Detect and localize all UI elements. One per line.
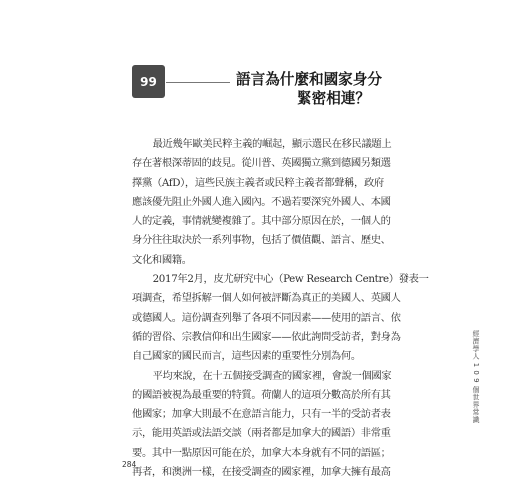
- body-line: 應該優先阻止外國人進入國內。不過若要深究外國人、本國: [132, 195, 391, 208]
- body-line: 人的定義，事情就變複雜了。其中部分原因在於，一個人的: [132, 215, 391, 228]
- body-line: 身分往往取決於一系列事物，包括了價值觀、語言、歷史、: [132, 234, 391, 247]
- chapter-number-badge: [132, 65, 165, 98]
- body-line: 或德國人。這份調查列舉了各項不同因素——使用的語言、依: [132, 311, 401, 324]
- body-line: 再者，和澳洲一樣，在接受調查的國家裡，加拿大擁有最高: [132, 466, 391, 479]
- body-text: [132, 135, 429, 482]
- body-line: 自己國家的國民而言，這些因素的重要性分別為何。: [132, 350, 361, 363]
- body-line: 最近幾年歐美民粹主義的崛起，顯示選民在移民議題上: [152, 138, 392, 150]
- body-line: 示，能用英語或法語交談（兩者都是加拿大的國語）非常重: [132, 427, 391, 440]
- chapter-number: 99: [140, 74, 157, 89]
- chapter-title: [236, 70, 382, 108]
- body-line: 2017年2月，皮尤研究中心（Pew Research Centre）發表一: [152, 273, 429, 286]
- body-line: 擇黨（AfD），這些民族主義者或民粹主義者都聲稱，政府: [132, 176, 384, 189]
- body-line: 的國語被視為最重要的特質。荷蘭人的這項分數高於所有其: [132, 388, 391, 401]
- body-line: 平均來說，在十五個接受調查的國家裡，會說一個國家: [152, 369, 392, 382]
- body-line: 文化和國籍。: [132, 253, 192, 266]
- body-line: 項調查，希望拆解一個人如何被評斷為真正的美國人、英國人: [132, 292, 401, 305]
- chapter-title-line-1: 語言為什麼和國家身分: [236, 71, 382, 88]
- page-number: 284: [122, 460, 137, 469]
- body-line: 循的習俗、宗教信仰和出生國家——依此詢問受訪者，對身為: [132, 330, 401, 343]
- title-rule: [166, 82, 230, 83]
- body-line: 他國家；加拿大則最不在意語言能力，只有一半的受訪者表: [132, 408, 391, 421]
- body-line: 要。其中一點原因可能在於，加拿大本身就有不同的語區；: [132, 446, 391, 459]
- side-caption: 經濟學人 1 0 9 個世界常識: [472, 330, 480, 424]
- chapter-title-line-2: 緊密相連？: [297, 90, 370, 107]
- body-line: 存在著根深蒂固的歧見。從川普、英國獨立黨到德國另類選: [132, 157, 391, 170]
